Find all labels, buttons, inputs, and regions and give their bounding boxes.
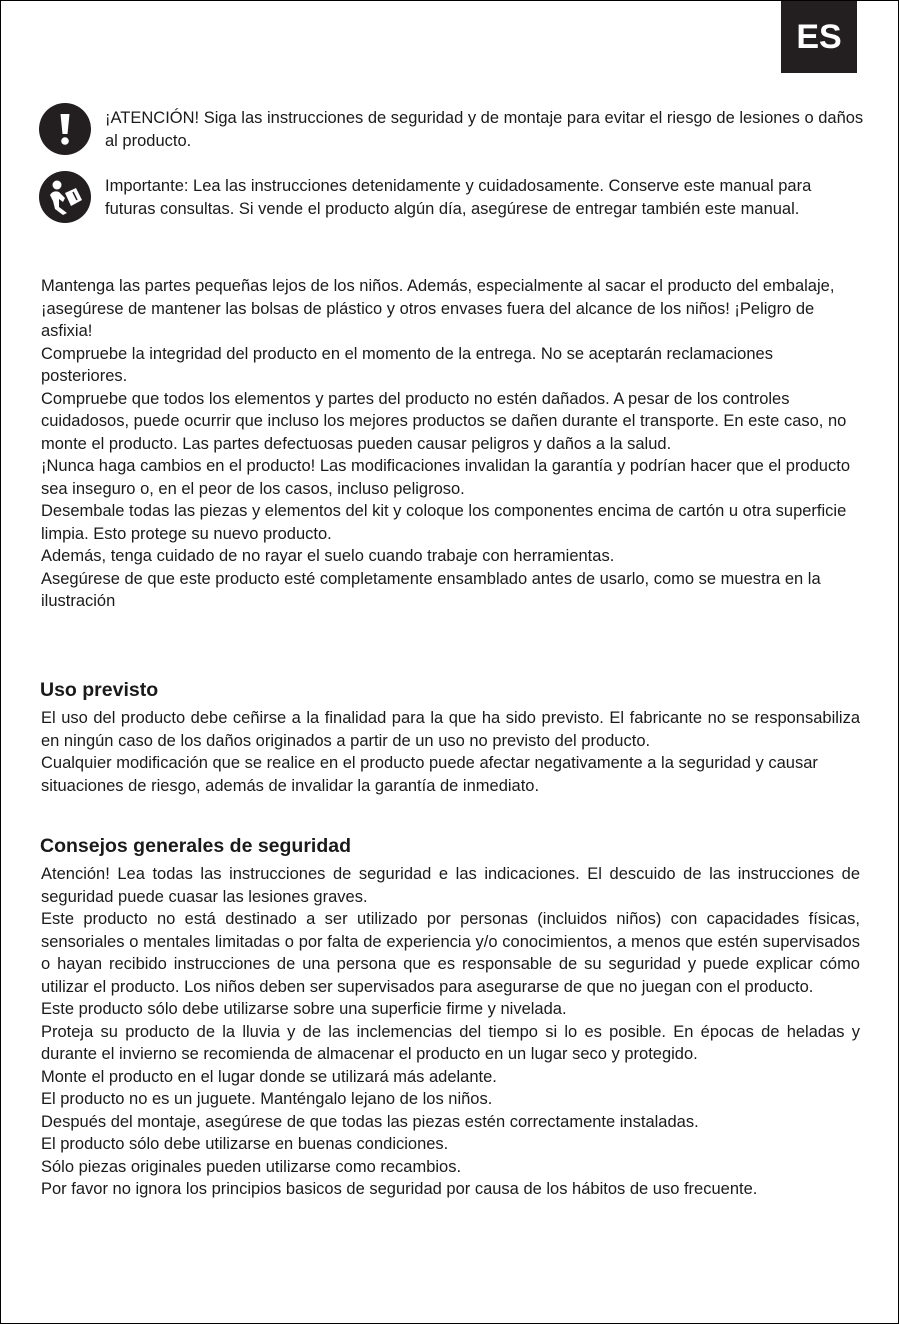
language-badge: ES [781,1,857,73]
general-safety-paragraph: Por favor no ignora los principios basicos de seguridad por causa de los hábitos de uso frecuente. [41,1180,758,1198]
read-manual-icon [39,171,91,223]
general-safety-paragraph: El producto sólo debe utilizarse en buenas condiciones. [41,1135,449,1153]
safety-paragraphs [41,275,861,613]
intended-use-paragraph: Cualquier modificación que se realice en el producto puede afectar negativamente a la seguridad y causar situaciones de riesgo, además de invalidar la garantía de inmediato. [41,754,818,795]
safety-paragraph: Desembale todas las piezas y elementos del kit y coloque los componentes encima de cartón u otra superficie limpia. Esto protege su nuevo producto. [41,502,847,543]
safety-paragraph: Además, tenga cuidado de no rayar el suelo cuando trabaje con herramientas. [41,547,615,565]
general-safety-paragraph: Atención! Lea todas las instrucciones de seguridad e las indicaciones. El descuido de las instrucciones de seguridad puede cuasar las lesiones graves. [41,865,860,906]
safety-paragraph: ¡Nunca haga cambios en el producto! Las modificaciones invalidan la garantía y podrían hacer que el producto sea inseguro o, en el peor de los casos, incluso peligroso. [41,457,850,498]
general-safety-paragraph: Proteja su producto de la lluvia y de las inclemencias del tiempo si lo es posible. En épocas de heladas y durante el invierno se recomienda de almacenar el producto en un lugar seco y protegido. [41,1022,860,1063]
intended-use-heading: Uso previsto [40,679,159,701]
general-safety-heading: Consejos generales de seguridad [40,835,352,857]
exclamation-icon [39,103,91,155]
general-safety-paragraph: Este producto sólo debe utilizarse sobre una superficie firme y nivelada. [41,1000,567,1018]
general-safety-paragraph: Este producto no está destinado a ser utilizado por personas (incluidos niños) con capacidades físicas, sensoriales o mentales limitadas o por falta de experiencia y/o conocimientos, a menos que estén supervisados o hayan recibido instrucciones de una persona que es responsable de su seguridad y puede explicar cómo utilizar el producto. Los niños deben ser supervisados para asegurarse de que no juegan con el producto. [41,910,860,996]
general-safety-paragraph: Monte el producto en el lugar donde se utilizará más adelante. [41,1067,497,1086]
general-safety-paragraph: Después del montaje, asegúrese de que todas las piezas estén correctamente instaladas. [41,1112,699,1131]
intended-use-paragraph: El uso del producto debe ceñirse a la finalidad para la que ha sido previsto. El fabricante no se responsabiliza en ningún caso de los daños originados a partir de un uso no previsto del producto. [41,709,860,750]
general-safety-body [41,863,860,1201]
general-safety-paragraph: Sólo piezas originales pueden utilizarse como recambios. [41,1157,462,1176]
general-safety-paragraph: El producto no es un juguete. Manténgalo lejano de los niños. [41,1090,493,1108]
safety-paragraph: Asegúrese de que este producto esté completamente ensamblado antes de usarlo, como se muestra en la ilustración [41,569,821,610]
safety-paragraph: Mantenga las partes pequeñas lejos de los niños. Además, especialmente al sacar el producto del embalaje, ¡asegúrese de mantener las bolsas de plástico y otros envases fuera del alcance de los niños! ¡Peligro de asfixia! [41,277,835,340]
safety-paragraph: Compruebe que todos los elementos y partes del producto no estén dañados. A pesar de los controles cuidadosos, puede ocurrir que incluso los mejores productos se dañen durante el transporte. En este caso, no monte el producto. Las partes defectuosas pueden causar peligros y daños a la salud. [41,389,847,453]
intended-use-body [41,707,860,797]
manual-text: Importante: Lea las instrucciones detenidamente y cuidadosamente. Conserve este manual para futuras consultas. Si vende el producto algún día, asegúrese de entregar también este manual. [105,177,812,218]
warning-text: ¡ATENCIÓN! Siga las instrucciones de seguridad y de montaje para evitar el riesgo de lesiones o daños al producto. [105,109,864,150]
safety-paragraph: Compruebe la integridad del producto en el momento de la entrega. No se aceptarán reclamaciones posteriores. [41,344,773,385]
